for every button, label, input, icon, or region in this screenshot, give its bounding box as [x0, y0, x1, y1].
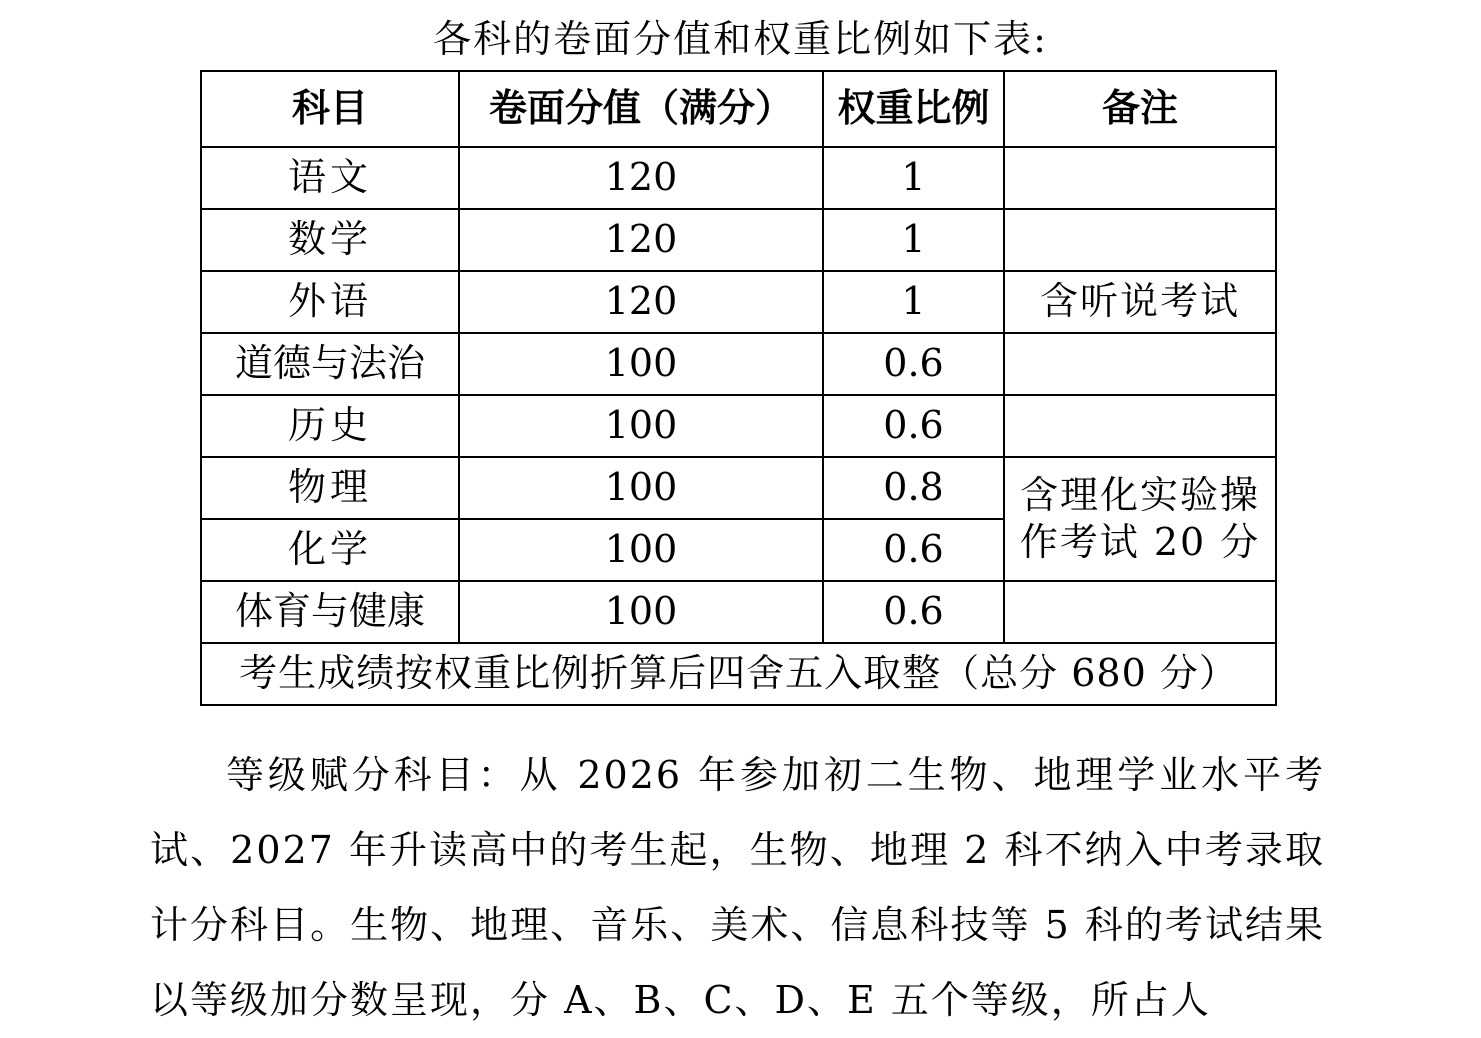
- weight-cell: 0.6: [823, 519, 1004, 581]
- table-header-row: [201, 71, 1276, 147]
- weight-cell: 1: [823, 209, 1004, 271]
- score-cell: 120: [459, 209, 823, 271]
- weight-cell: 1: [823, 147, 1004, 209]
- note-cell: [1004, 209, 1276, 271]
- note-cell: [1004, 333, 1276, 395]
- table-caption: 各科的卷面分值和权重比例如下表:: [433, 17, 1048, 61]
- header-note: 备注: [1004, 71, 1276, 147]
- score-cell: 120: [459, 271, 823, 333]
- paragraph: 等级赋分科目：从 2026 年参加初二生物、地理学业水平考试、2027 年升读高中的考生起，生物、地理 2 科不纳入中考录取计分科目。生物、地理、音乐、美术、信息科技等 5 科的考试结果以等级加分数呈现，分 A、B、C、D、E 五个等级，所占人: [150, 753, 1325, 1022]
- subject-cell: 物理: [201, 457, 459, 519]
- weight-cell: 1: [823, 271, 1004, 333]
- score-cell: 100: [459, 457, 823, 519]
- table-row: [201, 147, 1276, 209]
- subject-cell: 外语: [201, 271, 459, 333]
- subject-cell: 化学: [201, 519, 459, 581]
- score-cell: 100: [459, 581, 823, 643]
- score-cell: 100: [459, 333, 823, 395]
- body-text: [150, 738, 1325, 1038]
- header-subject: 科目: [201, 71, 459, 147]
- weight-cell: 0.6: [823, 395, 1004, 457]
- table-footer-row: [201, 643, 1276, 705]
- table-row: [201, 395, 1276, 457]
- table-footer-note: 考生成绩按权重比例折算后四舍五入取整（总分 680 分）: [201, 643, 1276, 705]
- table-row: [201, 333, 1276, 395]
- score-weight-table: [200, 70, 1277, 706]
- subject-cell: 历史: [201, 395, 459, 457]
- table-row: [201, 581, 1276, 643]
- score-cell: 120: [459, 147, 823, 209]
- score-cell: 100: [459, 519, 823, 581]
- note-cell: 含听说考试: [1004, 271, 1276, 333]
- table-row: [201, 271, 1276, 333]
- subject-cell: 语文: [201, 147, 459, 209]
- score-cell: 100: [459, 395, 823, 457]
- subject-cell: 体育与健康: [201, 581, 459, 643]
- note-cell: [1004, 147, 1276, 209]
- header-score: 卷面分值（满分）: [459, 71, 823, 147]
- subject-cell: 道德与法治: [201, 333, 459, 395]
- note-cell: [1004, 395, 1276, 457]
- weight-cell: 0.6: [823, 581, 1004, 643]
- subject-cell: 数学: [201, 209, 459, 271]
- table-row: [201, 457, 1276, 519]
- note-cell: [1004, 581, 1276, 643]
- weight-cell: 0.8: [823, 457, 1004, 519]
- table-row: [201, 209, 1276, 271]
- note-cell: 含理化实验操作考试 20 分: [1004, 457, 1276, 581]
- header-weight: 权重比例: [823, 71, 1004, 147]
- weight-cell: 0.6: [823, 333, 1004, 395]
